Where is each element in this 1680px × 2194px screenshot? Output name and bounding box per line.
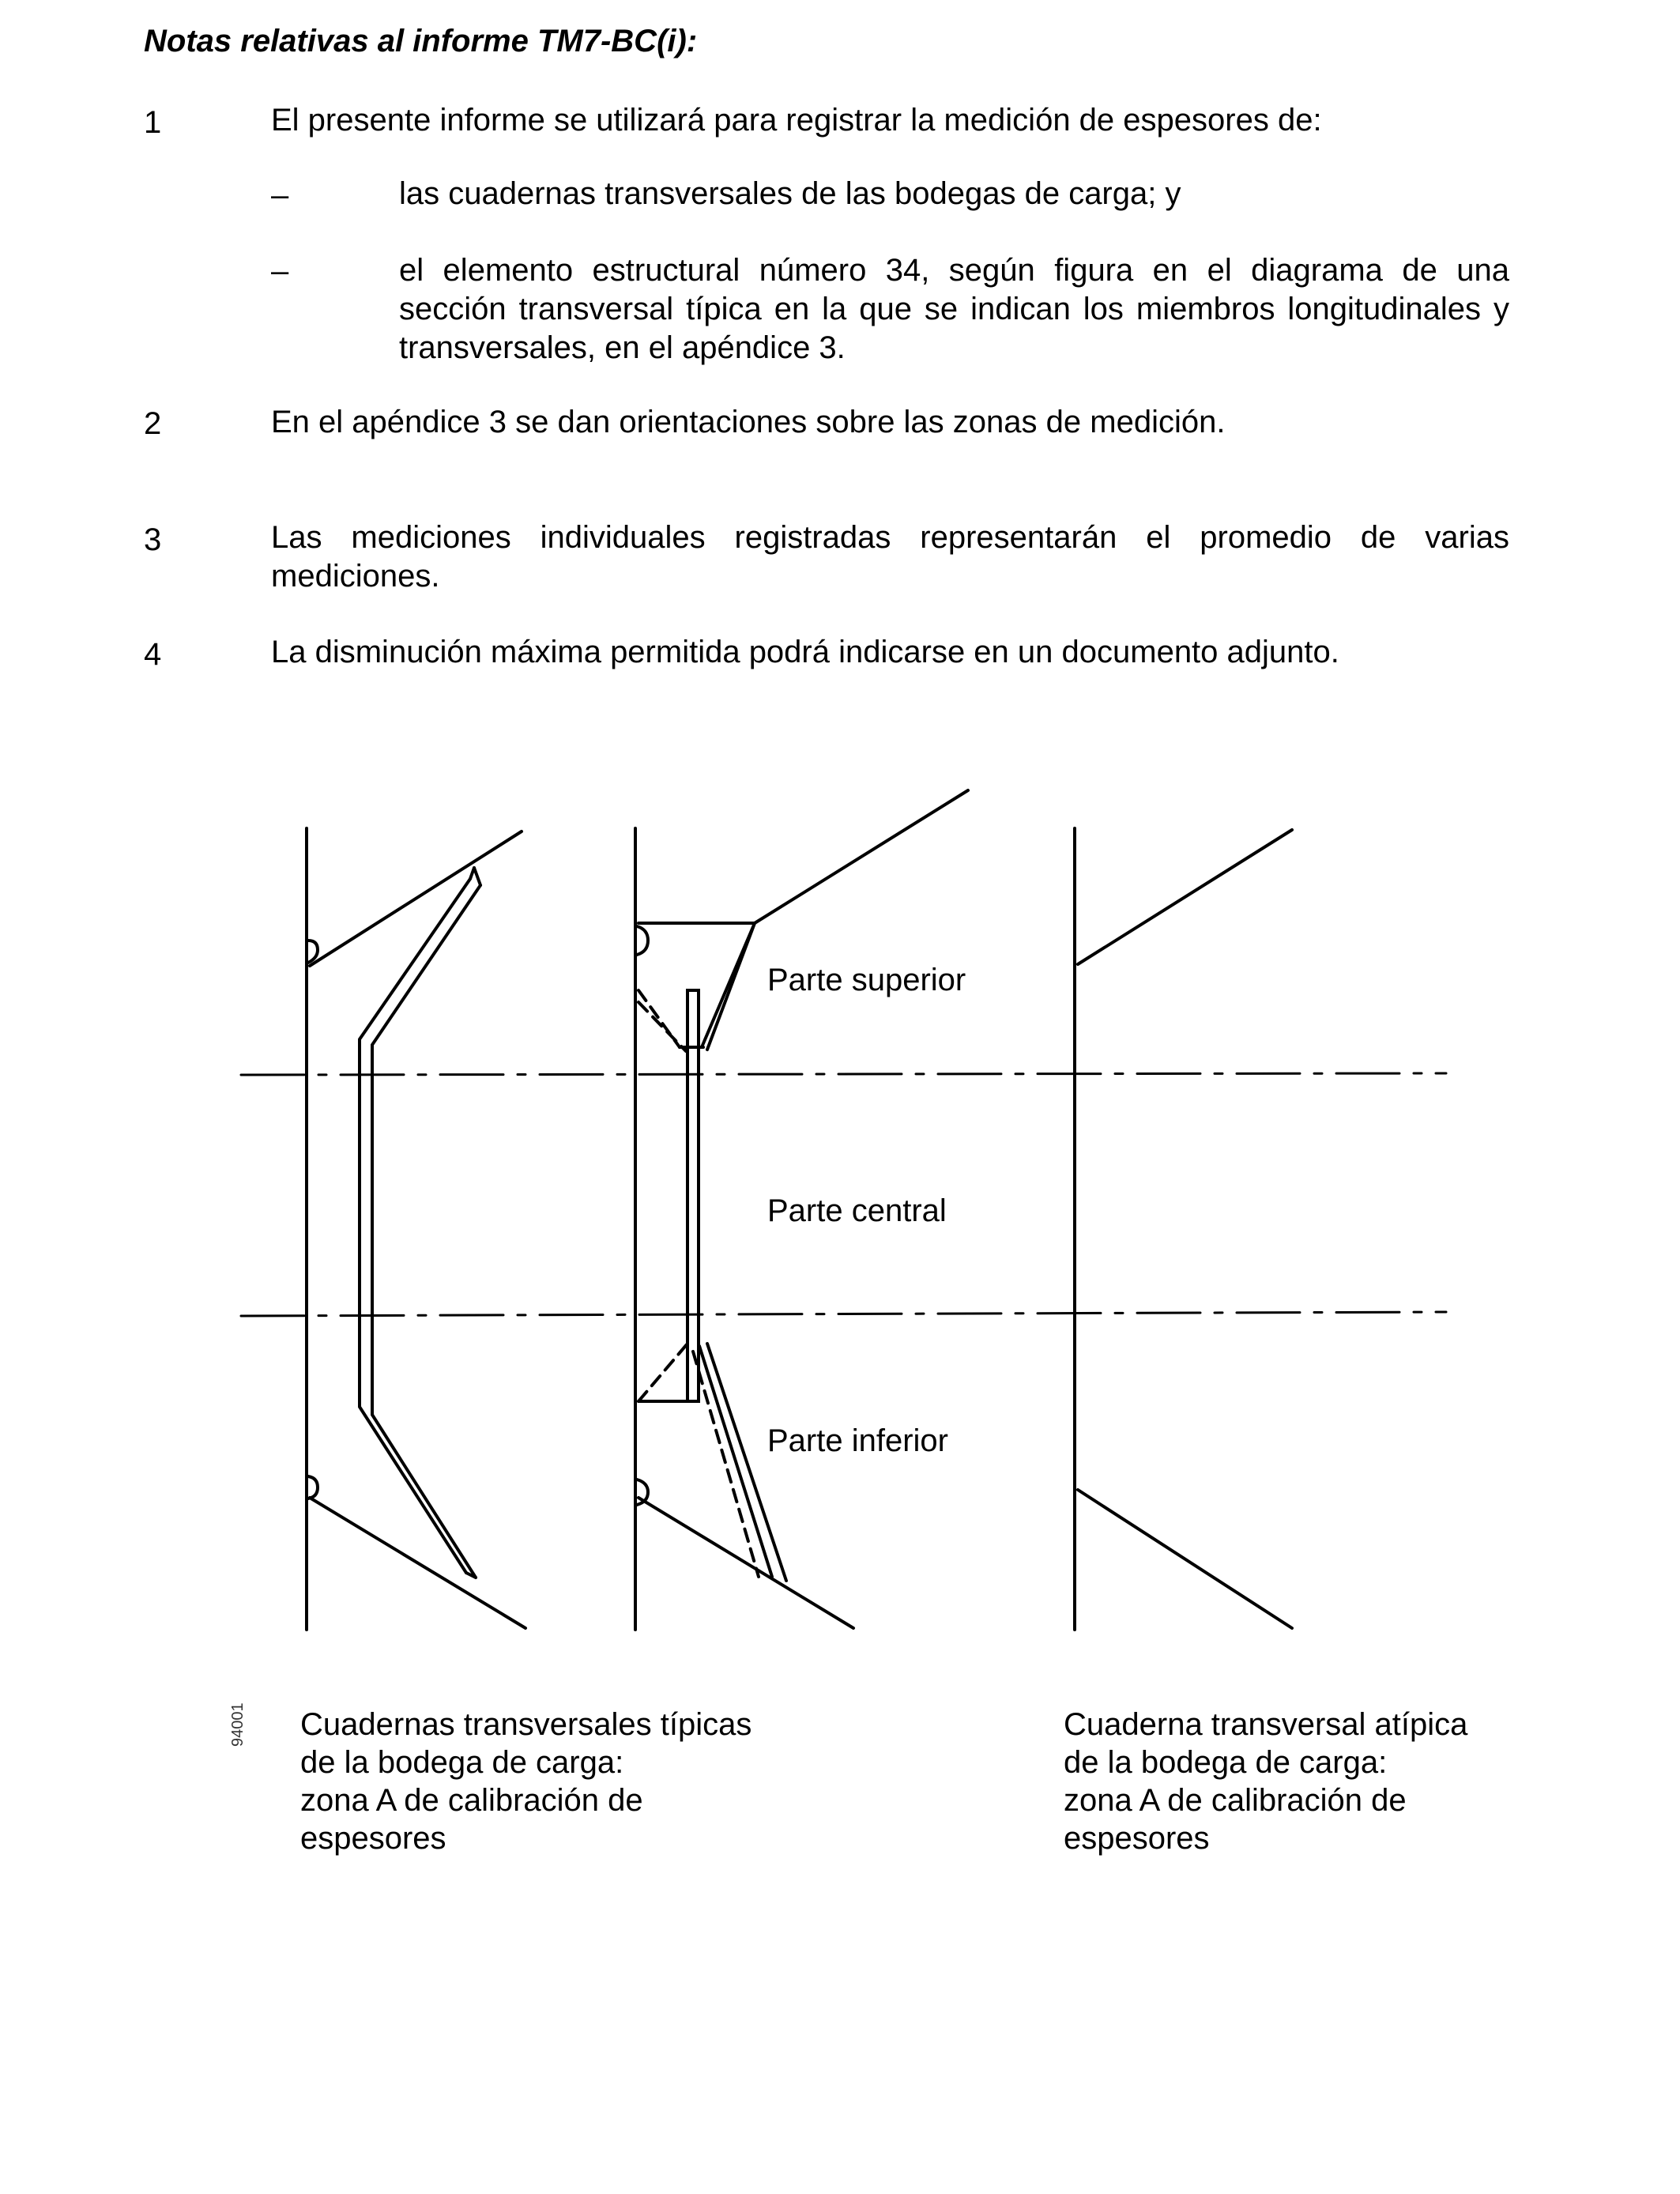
caption-left-line-2: de la bodega de carga: [300,1745,624,1780]
caption-left-line-4: espesores [300,1821,446,1856]
caption-right-line-4: espesores [1064,1821,1210,1856]
zone-label-lower: Parte inferior [767,1423,948,1458]
note-1-bullet-2-text: el elemento estructural número 34, según figura en el diagrama de una sección transversal típica en la que se indican los miembros longitudinales y transversales, en el apéndice 3. [399,253,1509,365]
caption-left-line-3: zona A de calibración de [300,1783,643,1818]
note-3-number: 3 [144,522,162,557]
zone-label-middle: Parte central [767,1193,947,1228]
zone-label-upper: Parte superior [767,963,966,997]
caption-non-typical-frame [1064,1706,1467,1857]
note-2-number: 2 [144,406,162,441]
note-3-text: Las mediciones individuales registradas representarán el promedio de varias mediciones. [271,520,1509,594]
note-1-text: El presente informe se utilizará para registrar la medición de espesores de: [271,103,1322,138]
note-1-bullet-1-dash: – [271,178,289,213]
lower-zone-boundary-line [241,1312,1446,1316]
caption-right-line-1: Cuaderna transversal atípica [1064,1707,1468,1742]
caption-typical-frames [300,1706,751,1857]
caption-left-line-1: Cuadernas transversales típicas [300,1707,752,1742]
upper-zone-boundary-line [241,1073,1446,1075]
note-1-bullet-1-text: las cuadernas transversales de las bodegas de carga; y [399,176,1181,211]
document-title: Notas relativas al informe TM7-BC(i): [144,24,698,58]
note-4-number: 4 [144,637,162,672]
figure-number: 94001 [229,1702,247,1747]
non-typical-frame-right [1075,828,1292,1630]
note-1-bullet-2-dash: – [271,254,289,288]
note-4-text: La disminución máxima permitida podrá indicarse en un documento adjunto. [271,635,1339,669]
note-2-text: En el apéndice 3 se dan orientaciones sobre las zonas de medición. [271,405,1226,439]
caption-right-line-3: zona A de calibración de [1064,1783,1407,1818]
note-1-number: 1 [144,105,162,140]
typical-frame-left [307,828,525,1630]
caption-right-line-2: de la bodega de carga: [1064,1745,1388,1780]
